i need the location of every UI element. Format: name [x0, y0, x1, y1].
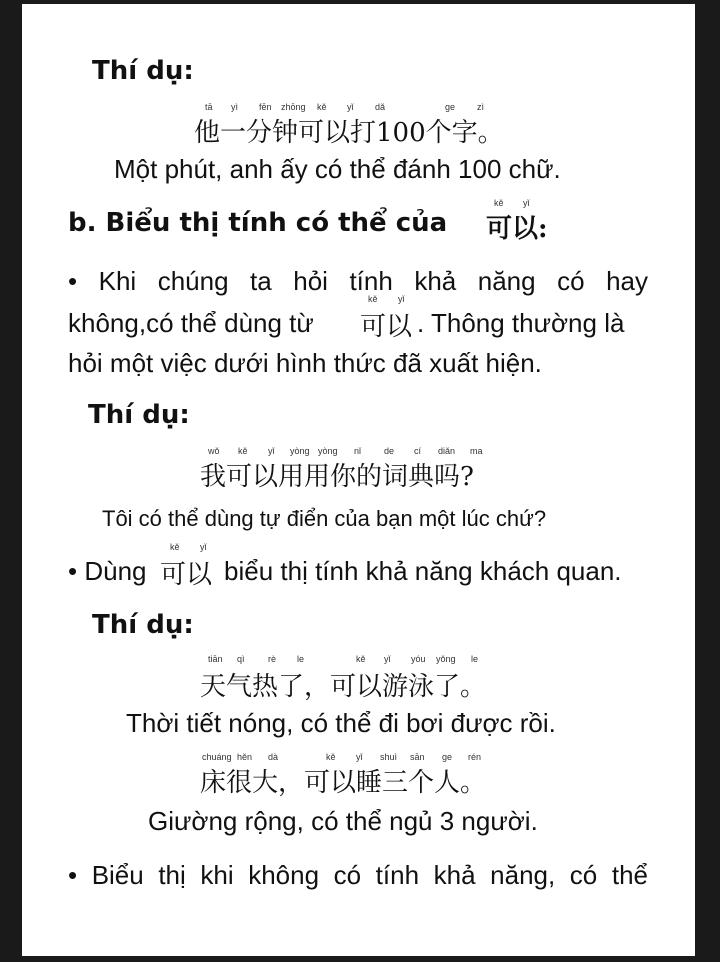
pinyin: shuì — [380, 752, 398, 762]
document-page — [22, 4, 695, 956]
pinyin: de — [384, 446, 395, 456]
pinyin: dà — [268, 752, 279, 762]
pinyin: ma — [470, 446, 483, 456]
paragraph-line: • Khi chúng ta hỏi tính khả năng có hay — [68, 266, 648, 296]
inline-term: 可以 — [360, 312, 413, 342]
pinyin: diǎn — [438, 446, 456, 456]
pinyin: yǐ — [347, 102, 354, 112]
pinyin: le — [297, 654, 305, 664]
pinyin: dǎ — [375, 102, 386, 112]
pinyin: rén — [468, 752, 482, 762]
pinyin: ge — [442, 752, 453, 762]
pinyin: wǒ — [208, 446, 220, 456]
pinyin: fēn — [259, 102, 272, 112]
example-label: Thí dụ: — [92, 610, 194, 640]
pinyin: tā — [205, 102, 213, 112]
pinyin: zì — [477, 102, 485, 112]
section-heading — [68, 208, 447, 238]
translation: Một phút, anh ấy có thể đánh 100 chữ. — [114, 154, 561, 184]
pinyin: kě — [368, 294, 378, 304]
translation: Tôi có thể dùng tự điển của bạn một lúc chứ? — [102, 506, 547, 531]
pinyin: yì — [231, 102, 239, 112]
paragraph-line: • Biểu thị khi không có tính khả năng, có thể — [68, 860, 648, 890]
pinyin: yòng — [318, 446, 338, 456]
section-title: b. Biểu thị tính có thể của — [68, 208, 448, 238]
pinyin: chuáng — [202, 752, 232, 762]
pinyin: rè — [268, 654, 277, 664]
pinyin: qì — [237, 654, 245, 664]
translation: Giường rộng, có thể ngủ 3 người. — [148, 806, 538, 836]
pinyin: yǐ — [523, 198, 530, 208]
pinyin: kě — [317, 102, 327, 112]
translation: Thời tiết nóng, có thể đi bơi được rồi. — [126, 708, 556, 738]
pinyin: yǐ — [268, 446, 275, 456]
pinyin: yǐ — [384, 654, 391, 664]
example-label: Thí dụ: — [92, 56, 194, 86]
paragraph-line: • Dùng — [68, 556, 147, 586]
pinyin: kě — [238, 446, 248, 456]
pinyin: cí — [414, 446, 422, 456]
section-term: 可以: — [486, 214, 548, 244]
text: . Thông thường là — [417, 308, 625, 338]
pinyin: hěn — [237, 752, 253, 762]
pinyin: yóu — [411, 654, 426, 664]
pinyin: yòng — [290, 446, 310, 456]
pinyin: kě — [356, 654, 366, 664]
text: biểu thị tính khả năng khách quan. — [224, 556, 622, 586]
chinese-sentence: 他一分钟可以打100个字。 — [194, 118, 504, 148]
pinyin: sān — [410, 752, 425, 762]
pinyin: kě — [170, 542, 180, 552]
pinyin: yǐ — [200, 542, 207, 552]
inline-term: 可以 — [160, 560, 213, 590]
chinese-sentence: 天气热了，可以游泳了。 — [200, 672, 487, 702]
pinyin: ge — [445, 102, 456, 112]
pinyin: le — [471, 654, 479, 664]
example-label: Thí dụ: — [88, 400, 190, 430]
chinese-sentence: 床很大，可以睡三个人。 — [200, 768, 487, 798]
pinyin: kě — [494, 198, 504, 208]
paragraph-line: hỏi một việc dưới hình thức đã xuất hiện. — [68, 348, 542, 378]
pinyin: yǐ — [398, 294, 405, 304]
chinese-sentence: 我可以用用你的词典吗? — [200, 462, 474, 492]
pinyin: kě — [326, 752, 336, 762]
pinyin: yǒng — [436, 654, 456, 664]
pinyin: zhōng — [281, 102, 306, 112]
pinyin: nǐ — [354, 446, 362, 456]
pinyin: tiān — [208, 654, 223, 664]
pinyin: yǐ — [356, 752, 363, 762]
text: không,có thể dùng từ — [68, 308, 314, 338]
paragraph-line — [68, 308, 314, 339]
